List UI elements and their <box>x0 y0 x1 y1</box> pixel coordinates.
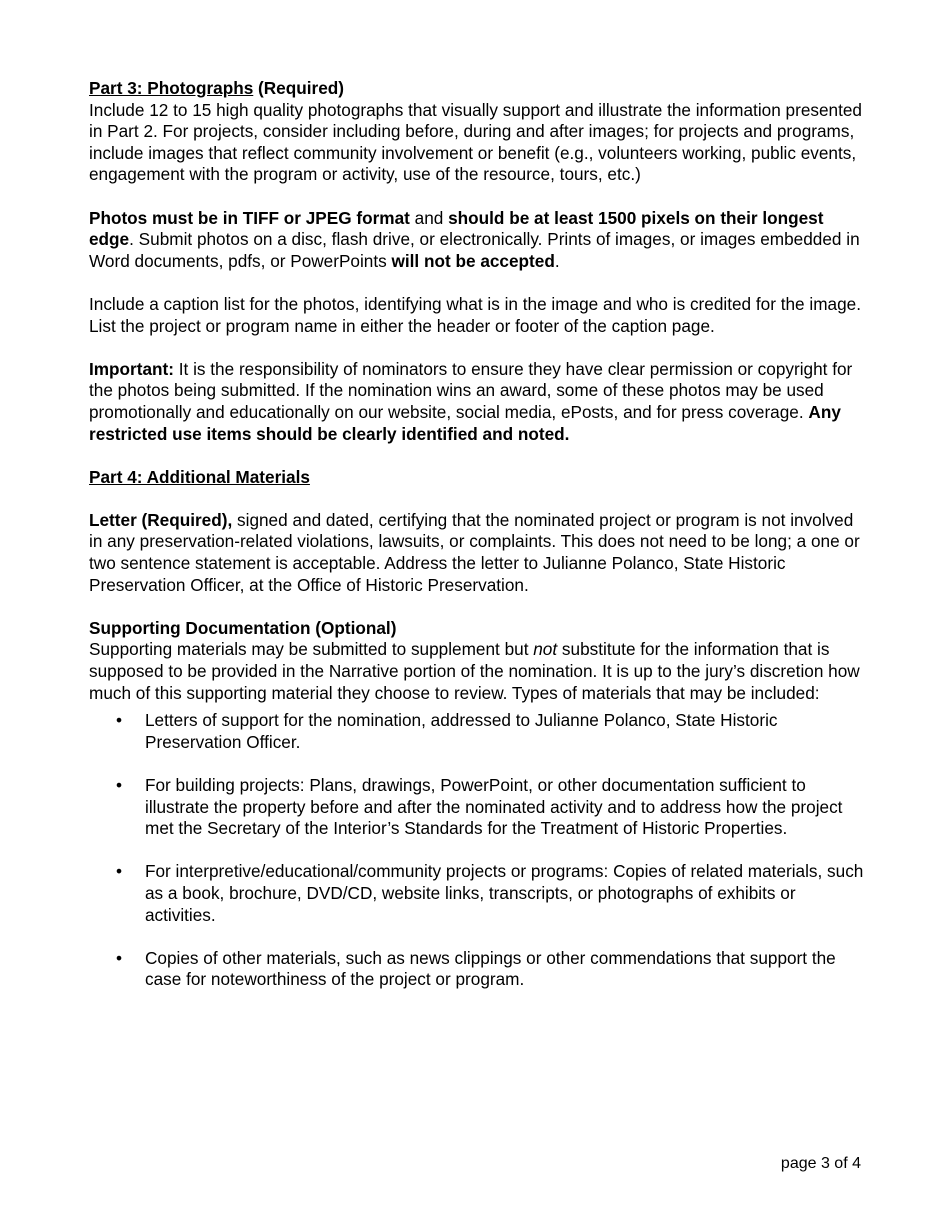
supporting-emphasis: not <box>533 639 558 660</box>
part4-heading: Part 4: Additional Materials <box>89 466 310 487</box>
bullet-icon: • <box>116 861 123 882</box>
list-item-text: For interpretive/educational/community projects or programs: Copies of related materials, such as a book, brochure, DVD/CD, website links, transcripts, or photographs of exhibits or activities. <box>145 861 864 925</box>
materials-list <box>89 710 869 991</box>
list-item <box>89 775 869 840</box>
list-item-text: Copies of other materials, such as news clippings or other commendations that support the case for noteworthiness of the project or program. <box>145 947 836 990</box>
list-item-text: For building projects: Plans, drawings, PowerPoint, or other documentation sufficient to illustrate the property before and after the nominated activity and to address how the project met the Secretary of the Interior’s Standards for the Treatment of Historic Properties. <box>145 775 843 839</box>
supporting-text-1: Supporting materials may be submitted to supplement but <box>89 639 534 660</box>
part3-heading: Part 3: Photographs <box>89 78 254 98</box>
supporting-paragraph <box>89 639 869 704</box>
supporting-text-2: substitute for the information that is supposed to be provided in the Narrative portion of the nomination. It is up to the jury’s discretion how much of this supporting material they choose to review. Types of materials that may be included: <box>89 639 860 703</box>
bullet-icon: • <box>116 775 123 795</box>
list-item <box>89 710 869 753</box>
part3-required-label: (Required) <box>253 78 344 98</box>
bullet-icon: • <box>116 947 123 968</box>
letter-paragraph <box>89 510 869 596</box>
letter-label: Letter (Required), <box>89 509 233 530</box>
important-text: It is the responsibility of nominators to ensure they have clear permission or copyright for the photos being submitted. If the nomination wins an award, some of these photos may be used promotionally and educationally on our website, social media, ePosts, and for press coverage. <box>89 358 853 422</box>
list-item <box>89 948 869 991</box>
list-item-text: Letters of support for the nomination, addressed to Julianne Polanco, State Historic Preservation Officer. <box>145 710 778 752</box>
photo-format-paragraph <box>89 208 869 273</box>
format-text-1: and <box>409 207 449 228</box>
restricted-use-notice: Any restricted use items should be clearly identified and noted. <box>89 401 841 444</box>
caption-paragraph: Include a caption list for the photos, identifying what is in the image and who is credited for the image. List the project or program name in either the header or footer of the caption page. <box>89 293 861 336</box>
format-requirement: Photos must be in TIFF or JPEG format <box>89 207 410 228</box>
resolution-requirement: should be at least 1500 pixels on their longest edge <box>89 207 824 250</box>
format-text-2: . Submit photos on a disc, flash drive, or electronically. Prints of images, or images embedded in Word documents, pdfs, or PowerPoints <box>89 229 860 271</box>
list-item <box>89 861 869 926</box>
part4-heading-line <box>89 467 869 489</box>
important-paragraph <box>89 359 869 445</box>
part3-intro: Include 12 to 15 high quality photographs that visually support and illustrate the information presented in Part 2. For projects, consider including before, during and after images; for projects and programs, include images that reflect community involvement or benefit (e.g., volunteers working, public events, engagement with the program or activity, use of the resource, tours, etc.) <box>89 99 862 185</box>
format-text-3: . <box>554 250 560 271</box>
page-number: page 3 of 4 <box>780 1155 861 1172</box>
part3-heading-line <box>89 78 869 100</box>
letter-text: signed and dated, certifying that the nominated project or program is not involved in any preservation-related violations, lawsuits, or complaints. This does not need to be long; a one or two sentence statement is acceptable. Address the letter to Julianne Polanco, State Historic Preservation Officer, at the Office of Historic Preservation. <box>89 509 860 595</box>
important-label: Important: <box>89 358 174 379</box>
not-accepted-notice: will not be accepted <box>391 250 555 271</box>
bullet-icon: • <box>116 710 123 731</box>
document-page <box>89 78 869 1013</box>
supporting-heading: Supporting Documentation (Optional) <box>89 617 397 638</box>
